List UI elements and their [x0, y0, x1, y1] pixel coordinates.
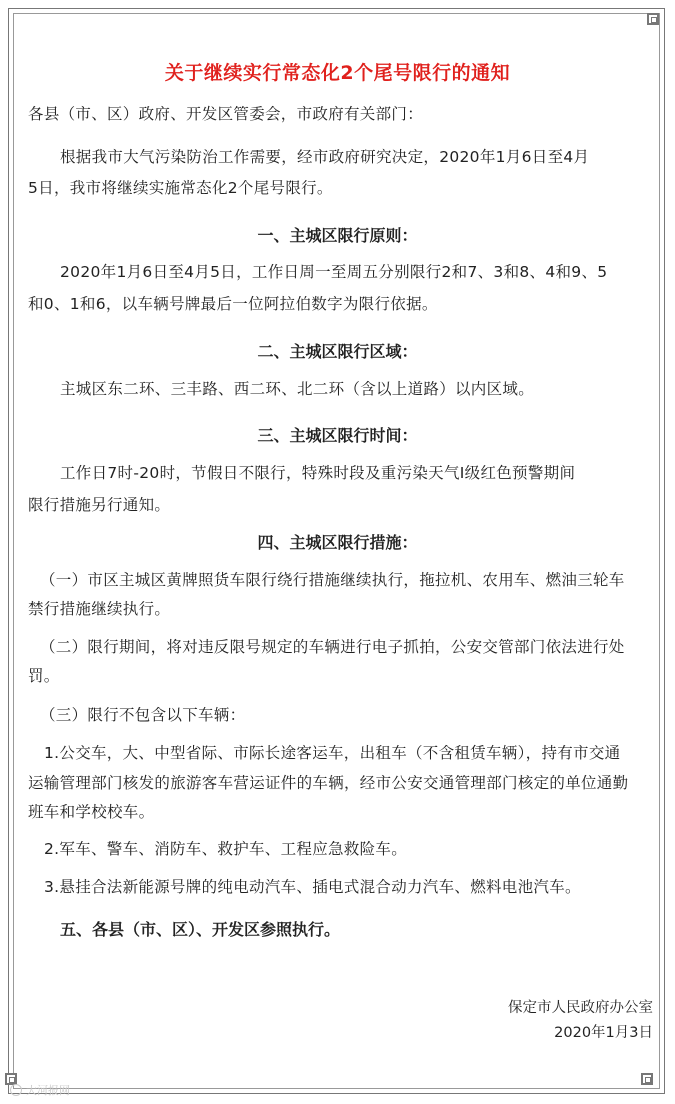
section-1-heading: 一、主城区限行原则： — [257, 226, 418, 245]
addressee: 各县（市、区）政府、开发区管委会，市政府有关部门： — [28, 105, 424, 123]
section-4-sub-1-line-3: 班车和学校校车。 — [28, 803, 155, 821]
section-4-item-1-line-1: （一）市区主城区黄牌照货车限行绕行措施继续执行，拖拉机、农用车、燃油三轮车 — [40, 571, 625, 589]
signature-org: 保定市人民政府办公室 — [508, 1000, 653, 1016]
section-3-line-2: 限行措施另行通知。 — [28, 496, 171, 514]
section-3-line-1: 工作日7时-20时，节假日不限行，特殊时段及重污染天气I级红色预警期间 — [60, 464, 576, 482]
section-1-line-2: 和0、1和6，以车辆号牌最后一位阿拉伯数字为限行依据。 — [28, 295, 438, 313]
watermark — [10, 1082, 70, 1098]
section-4-sub-3: 3.悬挂合法新能源号牌的纯电动汽车、插电式混合动力汽车、燃料电池汽车。 — [44, 878, 581, 896]
section-4-sub-1-line-1: 1.公交车，大、中型省际、市际长途客运车，出租车（不含租赁车辆），持有市交通 — [44, 744, 621, 762]
intro-line-1: 根据我市大气污染防治工作需要，经市政府研究决定，2020年1月6日至4月 — [60, 148, 590, 166]
section-2-line-1: 主城区东二环、三丰路、西二环、北二环（含以上道路）以内区域。 — [60, 380, 535, 398]
corner-ornament-bottom-right — [641, 1073, 653, 1085]
corner-ornament-top-right — [647, 13, 659, 25]
section-1-line-1: 2020年1月6日至4月5日，工作日周一至周五分别限行2和7、3和8、4和9、5 — [60, 263, 608, 281]
watermark-logo-icon — [10, 1084, 22, 1096]
section-5: 五、各县（市、区）、开发区参照执行。 — [60, 920, 341, 939]
watermark-text: 大河报网 — [26, 1084, 70, 1097]
section-4-item-2-line-1: （二）限行期间，将对违反限号规定的车辆进行电子抓拍，公安交管部门依法进行处 — [40, 638, 625, 656]
section-3-heading: 三、主城区限行时间： — [257, 426, 418, 445]
section-4-heading: 四、主城区限行措施： — [257, 533, 418, 552]
section-4-item-3: （三）限行不包含以下车辆： — [40, 706, 246, 724]
intro-line-2: 5日，我市将继续实施常态化2个尾号限行。 — [28, 179, 333, 197]
section-4-item-2-line-2: 罚。 — [28, 667, 60, 685]
section-4-sub-1-line-2: 运输管理部门核发的旅游客车营运证件的车辆，经市公安交通管理部门核定的单位通勤 — [28, 774, 629, 792]
signature-date: 2020年1月3日 — [554, 1025, 653, 1041]
section-2-heading: 二、主城区限行区域： — [257, 342, 418, 361]
section-4-sub-2: 2.军车、警车、消防车、救护车、工程应急救险车。 — [44, 840, 407, 858]
section-4-item-1-line-2: 禁行措施继续执行。 — [28, 600, 171, 618]
notice-title: 关于继续实行常态化2个尾号限行的通知 — [164, 62, 511, 84]
